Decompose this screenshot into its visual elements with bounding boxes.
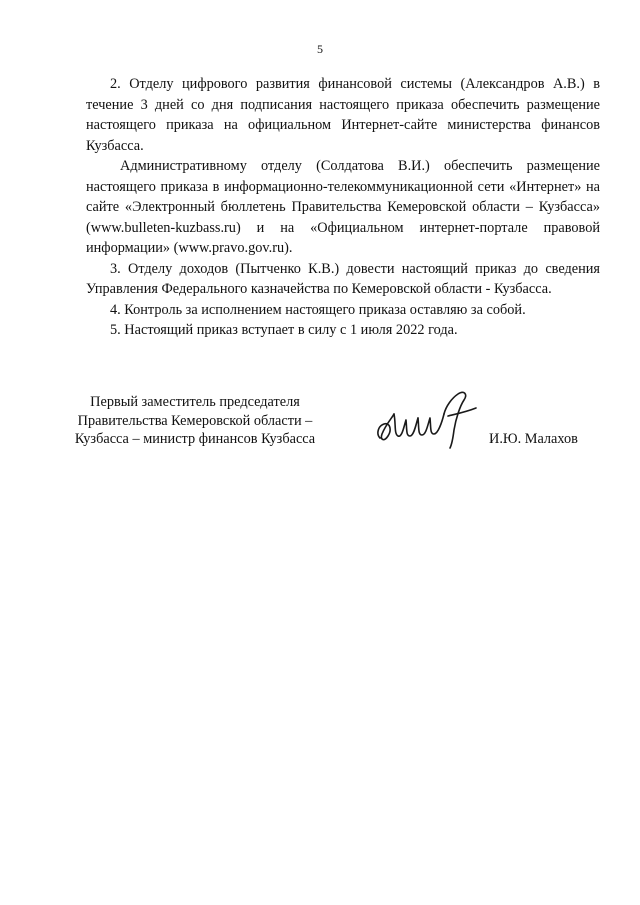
paragraph-item-2: 2. Отделу цифрового развития финансовой системы (Александров А.В.) в течение 3 дней со дня подписания настоящего приказа обеспечить размещение настоящего приказа на официальном Интернет-сайте министерства финансов Кузбасса. (86, 76, 600, 154)
signatory-position-line-1: Первый заместитель председателя (90, 394, 300, 410)
document-body (86, 74, 600, 341)
signatory-position (60, 393, 330, 449)
page-number: 5 (317, 42, 323, 56)
handwritten-signature-icon (372, 378, 482, 450)
signatory-position-line-2: Правительства Кемеровской области – (77, 412, 313, 429)
paragraph-item-5: 5. Настоящий приказ вступает в силу с 1 июля 2022 года. (110, 322, 458, 338)
paragraph-administrative-department: Административному отделу (Солдатова В.И.) обеспечить размещение настоящего приказа в информационно-телекоммуникационной сети «Интернет» на сайте «Электронный бюллетень Правительства Кемеровской области – Кузбасса» (www.bulleten-kuzbass.ru) и на «Официальном интернет-портале правовой информации» (www.pravo.gov.ru). (86, 158, 600, 256)
signatory-position-line-3: Кузбасса – министр финансов Кузбасса (74, 431, 316, 447)
paragraph-item-4: 4. Контроль за исполнением настоящего приказа оставляю за собой. (110, 301, 526, 318)
paragraph-item-3: 3. Отделу доходов (Пытченко К.В.) довести настоящий приказ до сведения Управления Федерального казначейства по Кемеровской области - Кузбасса. (86, 260, 600, 297)
signer-name: И.Ю. Малахов (489, 431, 578, 447)
